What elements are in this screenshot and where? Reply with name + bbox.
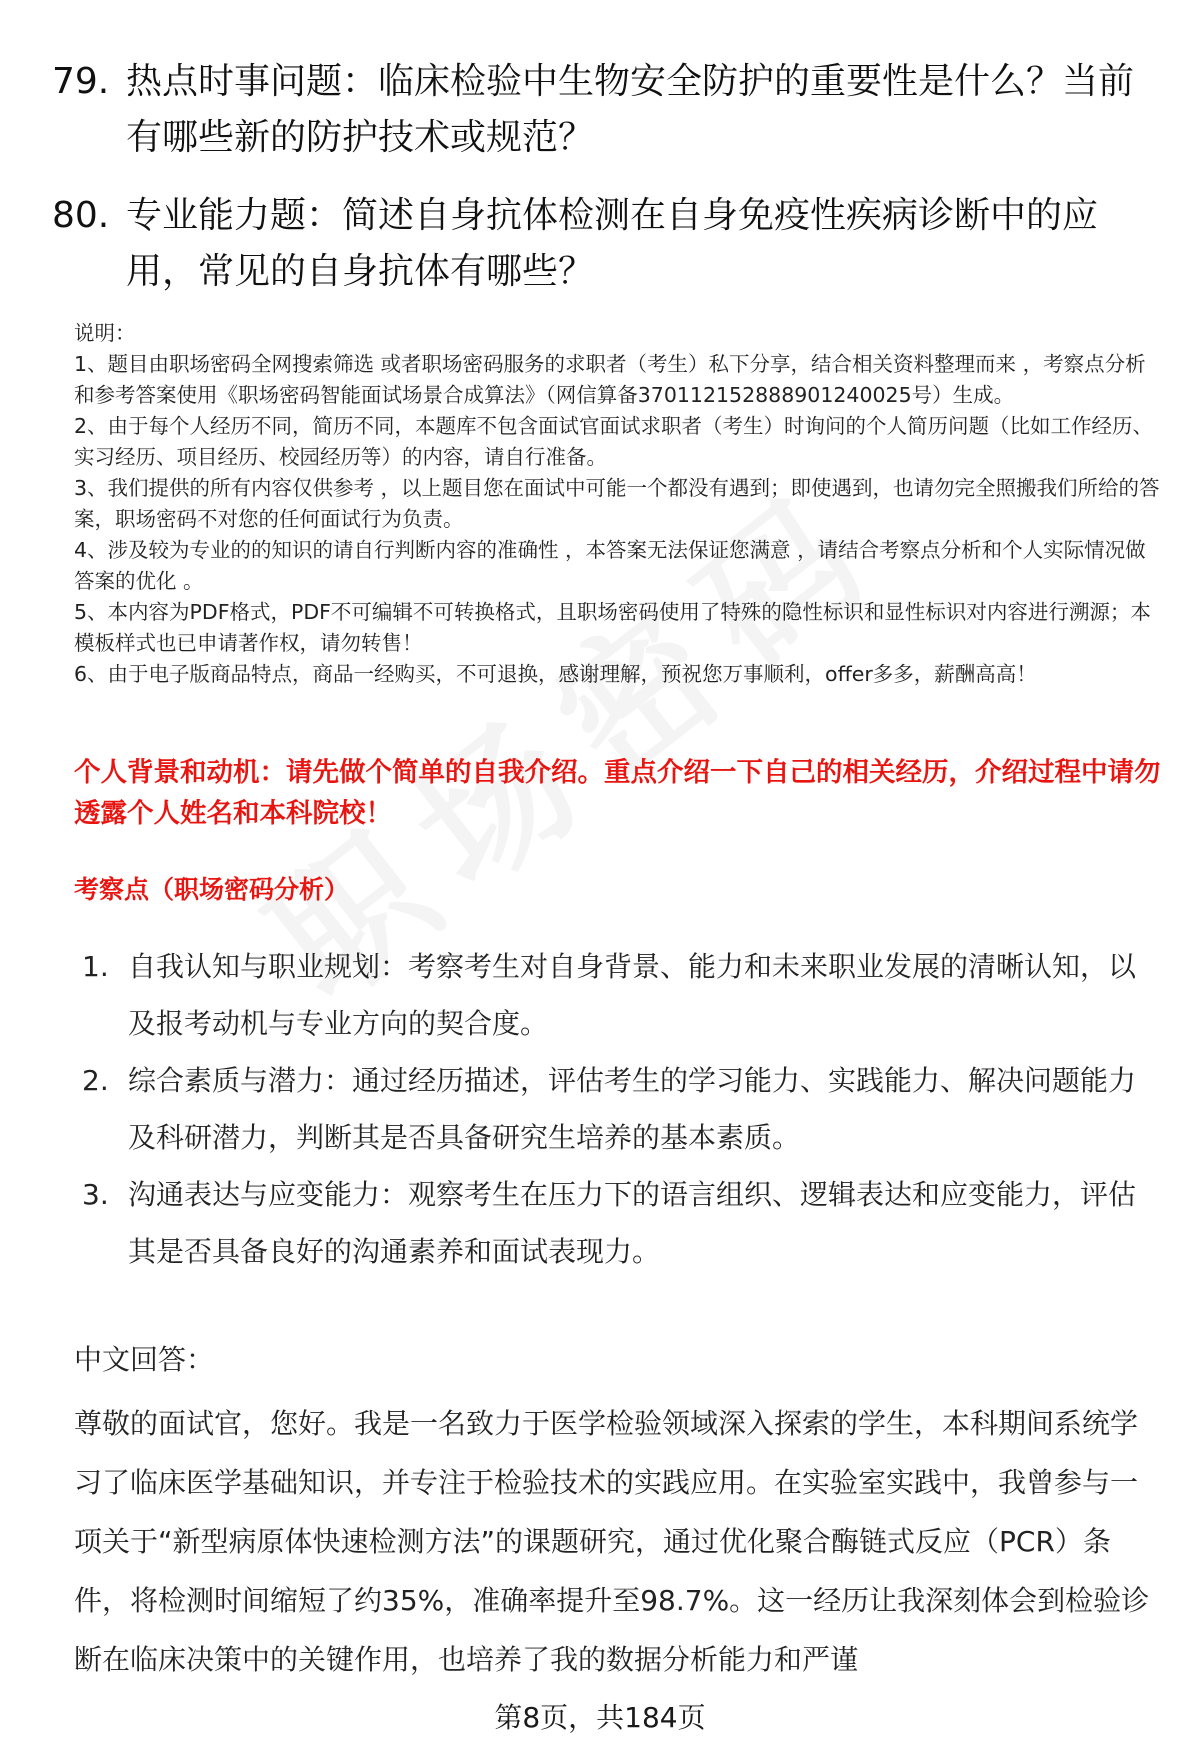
point-number: 1.: [82, 950, 109, 983]
assessment-point: [82, 1166, 1152, 1280]
question-80: [52, 188, 1152, 300]
note-item: 2、由于每个人经历不同，简历不同，本题库不包含面试官面试求职者（考生）时询问的个人简历问题（比如工作经历、实习经历、项目经历、校园经历等）的内容，请自行准备。: [74, 414, 1154, 469]
point-text: 沟通表达与应变能力：观察考生在压力下的语言组织、逻辑表达和应变能力，评估其是否具备良好的沟通素养和面试表现力。: [128, 1178, 1137, 1268]
note-item: 5、本内容为PDF格式，PDF不可编辑不可转换格式，且职场密码使用了特殊的隐性标识和显性标识对内容进行溯源；本模板样式也已申请著作权，请勿转售！: [74, 600, 1151, 655]
question-text: 专业能力题：简述自身抗体检测在自身免疫性疾病诊断中的应用，常见的自身抗体有哪些？: [126, 195, 1099, 292]
note-item: 1、题目由职场密码全网搜索筛选 或者职场密码服务的求职者（考生）私下分享，结合相关资料整理而来 ，考察点分析和参考答案使用《职场密码智能面试场景合成算法》（网信算备370112152888901240025号）生成。: [74, 352, 1146, 407]
point-text: 自我认知与职业规划：考察考生对自身背景、能力和未来职业发展的清晰认知，以及报考动机与专业方向的契合度。: [128, 950, 1137, 1040]
page-footer: 第8页，共184页: [494, 1701, 706, 1734]
note-item: 6、由于电子版商品特点，商品一经购买，不可退换，感谢理解，预祝您万事顺利，offer多多，薪酬高高！: [74, 662, 1037, 686]
disclaimer-notes: [74, 318, 1164, 690]
assessment-point: [82, 938, 1152, 1052]
point-number: 3.: [82, 1178, 109, 1211]
section-subtitle: 考察点（职场密码分析）: [74, 875, 350, 904]
answer-label: 中文回答：: [74, 1343, 215, 1376]
question-number: 80.: [52, 195, 110, 236]
assessment-points: [82, 938, 1152, 1280]
assessment-point: [82, 1052, 1152, 1166]
note-item: 4、涉及较为专业的的知识的请自行判断内容的准确性 ，本答案无法保证您满意 ，请结合考察点分析和个人实际情况做答案的优化 。: [74, 538, 1146, 593]
question-text: 热点时事问题：临床检验中生物安全防护的重要性是什么？当前有哪些新的防护技术或规范？: [126, 61, 1135, 158]
notes-title: 说明：: [74, 321, 136, 345]
section-title: 个人背景和动机：请先做个简单的自我介绍。重点介绍一下自己的相关经历，介绍过程中请勿透露个人姓名和本科院校！: [74, 757, 1161, 829]
question-79: [52, 54, 1152, 166]
question-number: 79.: [52, 61, 110, 102]
note-item: 3、我们提供的所有内容仅供参考 ，以上题目您在面试中可能一个都没有遇到；即使遇到，也请勿完全照搬我们所给的答案，职场密码不对您的任何面试行为负责。: [74, 476, 1160, 531]
point-text: 综合素质与潜力：通过经历描述，评估考生的学习能力、实践能力、解决问题能力及科研潜力，判断其是否具备研究生培养的基本素质。: [128, 1064, 1137, 1154]
point-number: 2.: [82, 1064, 109, 1097]
answer-body: 尊敬的面试官，您好。我是一名致力于医学检验领域深入探索的学生，本科期间系统学习了临床医学基础知识，并专注于检验技术的实践应用。在实验室实践中，我曾参与一项关于“新型病原体快速检测方法”的课题研究，通过优化聚合酶链式反应（PCR）条件，将检测时间缩短了约35%，准确率提升至98.7%。这一经历让我深刻体会到检验诊断在临床决策中的关键作用，也培养了我的数据分析能力和严谨: [74, 1407, 1150, 1676]
